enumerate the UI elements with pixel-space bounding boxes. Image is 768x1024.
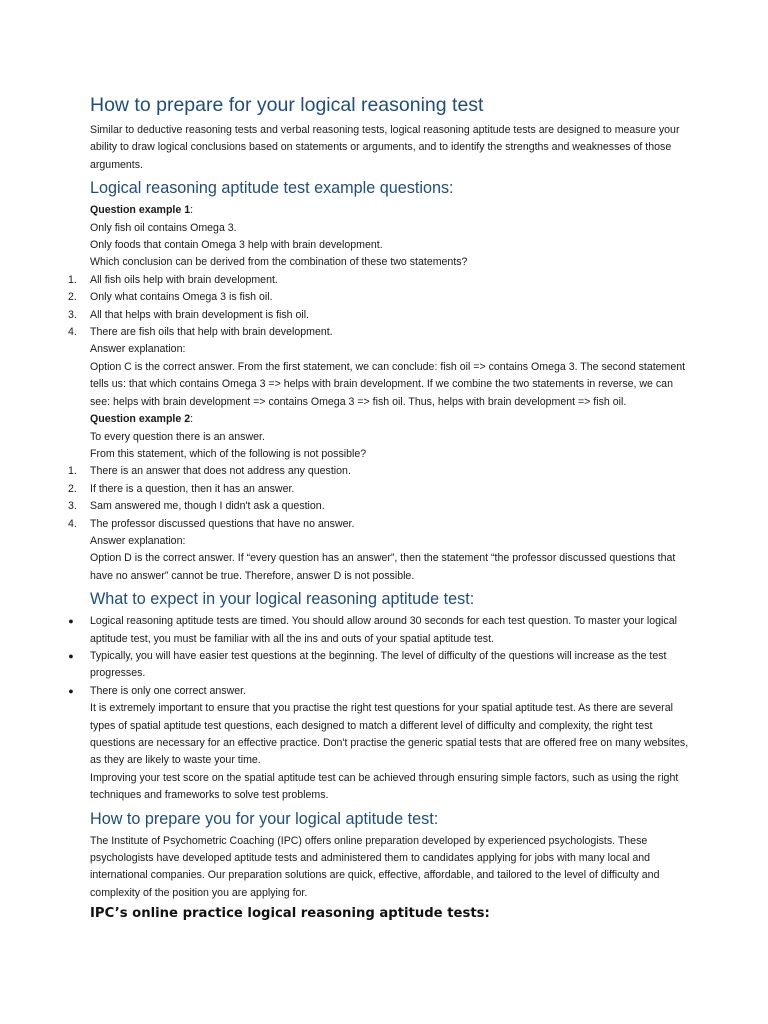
option-number: 1. <box>68 273 77 286</box>
expect-bullet <box>68 648 690 683</box>
bullet-icon: ● <box>68 616 74 627</box>
q2-option <box>68 463 690 480</box>
option-text: The professor discussed questions that have no answer. <box>90 517 355 530</box>
bullet-icon: ● <box>68 650 74 661</box>
q1-option <box>68 324 690 341</box>
q2-option <box>68 498 690 515</box>
page-title: How to prepare for your logical reasoning test <box>90 94 484 116</box>
examples-heading: Logical reasoning aptitude test example questions: <box>90 179 454 198</box>
q1-line: Which conclusion can be derived from the combination of these two statements? <box>90 256 468 269</box>
q1-label-line <box>90 202 690 219</box>
option-number: 2. <box>68 482 77 495</box>
q2-options <box>68 463 690 533</box>
ipc-heading: IPC’s online practice logical reasoning aptitude tests: <box>90 906 490 922</box>
expect-paragraph: Improving your test score on the spatial aptitude test can be achieved through ensuring simple factors, such as using the right techniques and frameworks to solve test problems. <box>90 771 679 802</box>
bullet-text: Logical reasoning aptitude tests are timed. You should allow around 30 seconds for each test question. To master your logical aptitude test, you must be familiar with all the ins and outs of your spatial aptitude test. <box>90 615 677 645</box>
option-text: There is an answer that does not address any question. <box>90 465 351 478</box>
document-content <box>68 92 690 923</box>
q1-options <box>68 272 690 342</box>
q2-line: To every question there is an answer. <box>90 430 265 443</box>
q1-line: Only fish oil contains Omega 3. <box>90 221 237 234</box>
intro-paragraph: Similar to deductive reasoning tests and verbal reasoning tests, logical reasoning aptitude tests are designed to measure your ability to draw logical conclusions based on statements or arguments, and to identify the strengths and weaknesses of those arguments. <box>90 124 680 171</box>
option-text: Only what contains Omega 3 is fish oil. <box>90 291 273 304</box>
option-text: There are fish oils that help with brain development. <box>90 326 333 339</box>
bullet-text: There is only one correct answer. <box>90 684 247 697</box>
bullet-icon: ● <box>68 685 74 696</box>
option-text: All fish oils help with brain development. <box>90 273 278 286</box>
q2-line: From this statement, which of the following is not possible? <box>90 447 367 460</box>
q1-option <box>68 307 690 324</box>
q2-option <box>68 516 690 533</box>
q1-colon: : <box>190 204 194 217</box>
expect-heading: What to expect in your logical reasoning aptitude test: <box>90 590 475 609</box>
q1-option <box>68 272 690 289</box>
q1-option <box>68 289 690 306</box>
q2-explanation: Option D is the correct answer. If “every question has an answer”, then the statement “the professor discussed questions that have no answer” cannot be true. Therefore, answer D is not possible. <box>90 552 676 582</box>
option-text: All that helps with brain development is fish oil. <box>90 308 310 321</box>
bullet-text: Typically, you will have easier test questions at the beginning. The level of difficulty of the questions will increase as the test progresses. <box>90 649 667 680</box>
q2-explanation-label: Answer explanation: <box>90 534 186 547</box>
option-number: 4. <box>68 326 77 339</box>
option-number: 2. <box>68 291 77 304</box>
q1-explanation-label: Answer explanation: <box>90 343 186 356</box>
option-text: If there is a question, then it has an answer. <box>90 482 295 495</box>
q1-explanation: Option C is the correct answer. From the first statement, we can conclude: fish oil => contains Omega 3. The second statement tells us: that which contains Omega 3 => helps with brain development. If we combine the two statements in reverse, we can see: helps with brain development => contains Omega 3 => fish oil. Thus, helps with brain development => fish oil. <box>90 360 686 408</box>
option-number: 3. <box>68 308 77 321</box>
q2-label: Question example 2 <box>90 413 191 426</box>
option-number: 4. <box>68 517 77 530</box>
q2-label-line <box>90 411 690 428</box>
prepare-heading: How to prepare you for your logical aptitude test: <box>90 809 439 828</box>
option-number: 1. <box>68 465 77 478</box>
q2-option <box>68 481 690 498</box>
q1-label: Question example 1 <box>90 204 191 217</box>
option-text: Sam answered me, though I didn't ask a question. <box>90 500 325 513</box>
q1-line: Only foods that contain Omega 3 help with brain development. <box>90 239 383 252</box>
expect-paragraph: It is extremely important to ensure that you practise the right test questions for your spatial aptitude test. As there are several types of spatial aptitude test questions, each designed to match a different level of difficulty and complexity, the right test questions are necessary for an effective practice. Don't practise the generic spatial tests that are offered free on many websites, as they are likely to waste your time. <box>90 702 689 767</box>
expect-bullet <box>68 613 690 648</box>
expect-bullets <box>68 613 690 700</box>
prepare-paragraph: The Institute of Psychometric Coaching (IPC) offers online preparation developed by experienced psychologists. These psychologists have developed aptitude tests and administered them to candidates applying for jobs with many local and international companies. Our preparation solutions are quick, effective, affordable, and tailored to the level of difficulty and complexity of the position you are applying for. <box>90 834 660 899</box>
expect-bullet <box>68 683 690 700</box>
q2-colon: : <box>190 413 194 426</box>
option-number: 3. <box>68 500 77 513</box>
